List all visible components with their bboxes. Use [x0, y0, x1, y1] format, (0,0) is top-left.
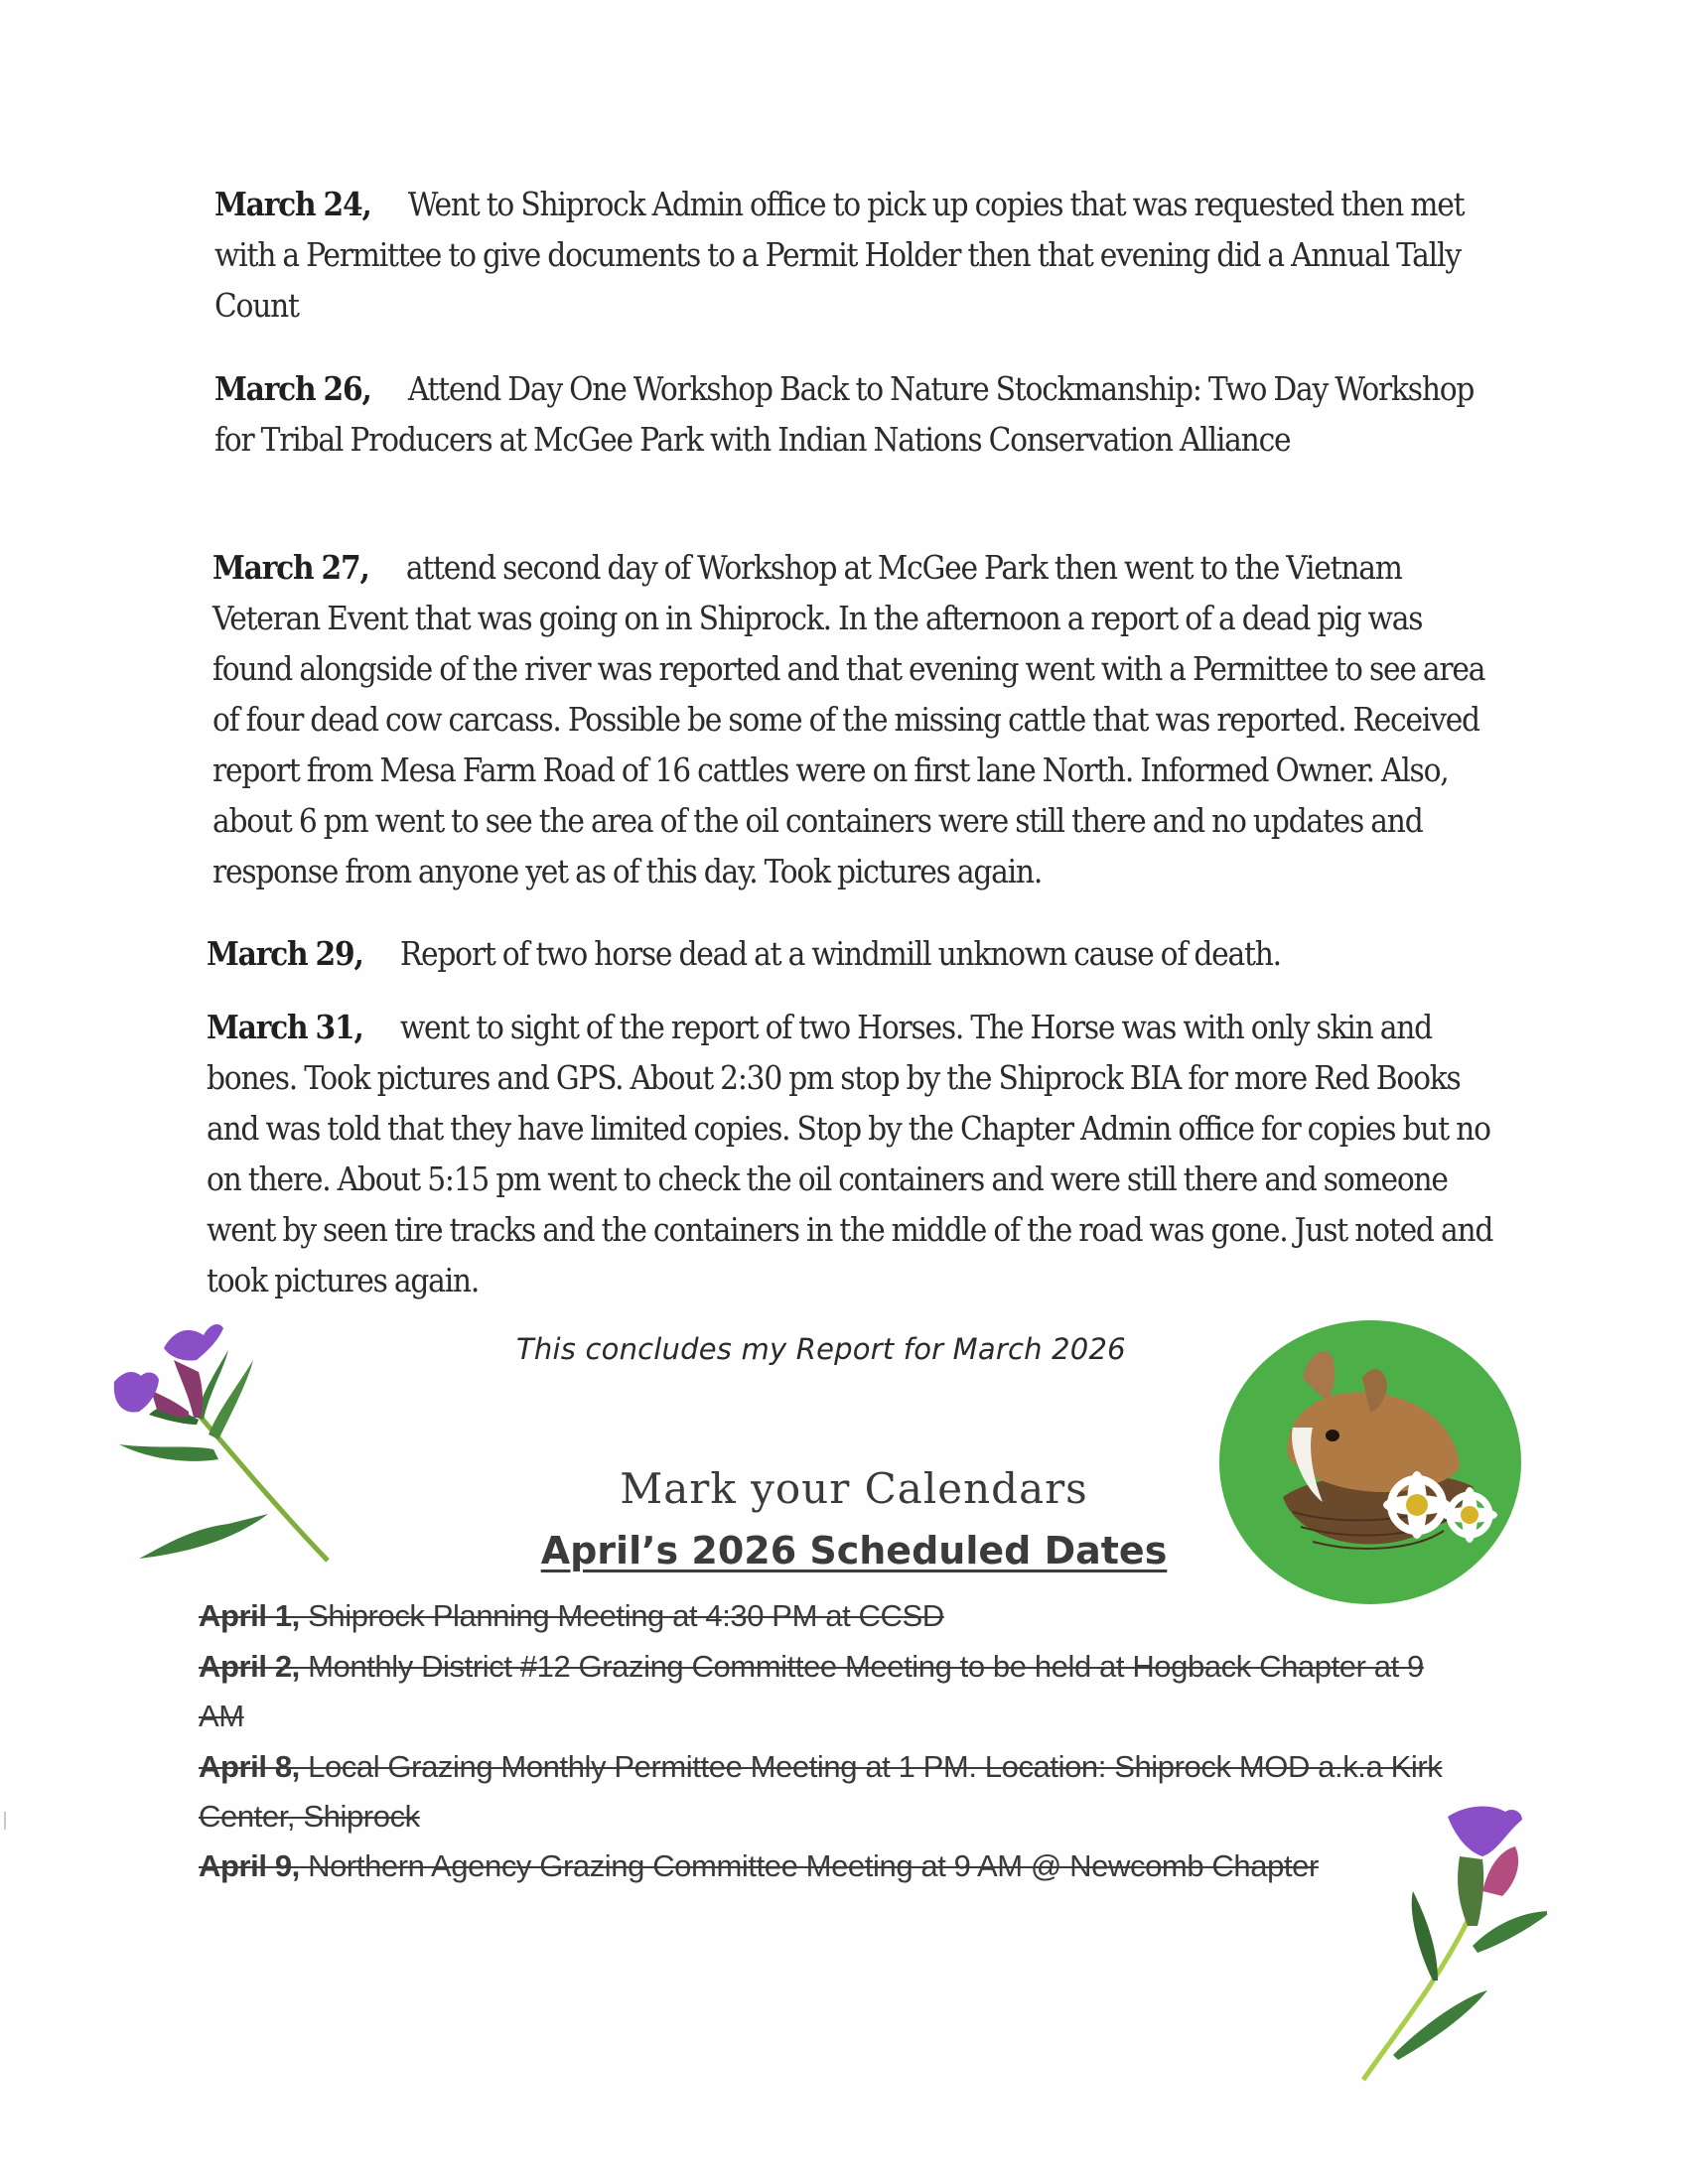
schedule-date: April 8,: [199, 1749, 300, 1784]
schedule-text: Local Grazing Monthly Permittee Meeting at 1 PM. Location: Shiprock MOD a.k.a Kirk Center, Shiprock: [199, 1749, 1443, 1834]
report-entry: [212, 542, 1503, 896]
purple-flower-sprig-icon: [1338, 1782, 1547, 2095]
entry-text: Went to Shiprock Admin office to pick up copies that was requested then met with a Permittee to give documents to a Permit Holder then that evening did a Annual Tally Count: [214, 185, 1465, 325]
entry-date: March 24,: [214, 185, 371, 223]
schedule-text: Monthly District #12 Grazing Committee Meeting to be held at Hogback Chapter at 9 AM: [199, 1649, 1424, 1733]
schedule-date: April 1,: [199, 1598, 300, 1633]
schedule-item: [199, 1591, 1450, 1641]
schedule-date: April 9,: [199, 1848, 300, 1883]
schedule-date: April 2,: [199, 1649, 300, 1684]
report-conclusion: This concludes my Report for March 2026: [516, 1332, 1126, 1366]
schedule-item: [199, 1742, 1450, 1842]
entry-text: Attend Day One Workshop Back to Nature Stockmanship: Two Day Workshop for Tribal Producers at McGee Park with Indian Nations Conservation Alliance: [214, 369, 1475, 459]
entry-text: Report of two horse dead at a windmill unknown cause of death.: [399, 934, 1281, 973]
purple-flower-sprig-icon: [79, 1300, 338, 1569]
schedule-text: Shiprock Planning Meeting at 4:30 PM at CCSD: [308, 1598, 944, 1633]
scan-artifact: [4, 1812, 6, 1830]
report-entry: [207, 928, 1497, 979]
schedule-text: Northern Agency Grazing Committee Meeting at 9 AM @ Newcomb Chapter: [308, 1848, 1319, 1883]
schedule-heading: [496, 1529, 1211, 1572]
calendar-title: Mark your Calendars: [620, 1464, 1088, 1513]
report-entry: [214, 179, 1505, 331]
entry-text: went to sight of the report of two Horses. The Horse was with only skin and bones. Took pictures and GPS. About 2:30 pm stop by the Shiprock BIA for more Red Books and was told that they have limited copies. Stop by the Chapter Admin office for copies but no on there. About 5:15 pm went to check the oil containers and were still there and someone went by seen tire tracks and the containers in the middle of the road was gone. Just noted and took pictures again.: [207, 1008, 1493, 1299]
schedule-item: [199, 1642, 1450, 1741]
report-entry: [214, 363, 1505, 465]
bunny-in-basket-icon: [1213, 1318, 1529, 1616]
entry-date: March 26,: [214, 369, 371, 408]
schedule-item: [199, 1842, 1450, 1891]
entry-date: March 29,: [207, 934, 363, 973]
entry-date: March 27,: [212, 548, 369, 587]
report-entry: [207, 1002, 1497, 1305]
schedule-heading-text: April’s 2026 Scheduled Dates: [540, 1529, 1168, 1572]
entry-date: March 31,: [207, 1008, 363, 1046]
entry-text: attend second day of Workshop at McGee Park then went to the Vietnam Veteran Event that was going on in Shiprock. In the afternoon a report of a dead pig was found alongside of the river was reported and that evening went with a Permittee to see area of four dead cow carcass. Possible be some of the missing cattle that was reported. Received report from Mesa Farm Road of 16 cattles were on first lane North. Informed Owner. Also, about 6 pm went to see the area of the oil containers were still there and no updates and response from anyone yet as of this day. Took pictures again.: [212, 548, 1485, 890]
